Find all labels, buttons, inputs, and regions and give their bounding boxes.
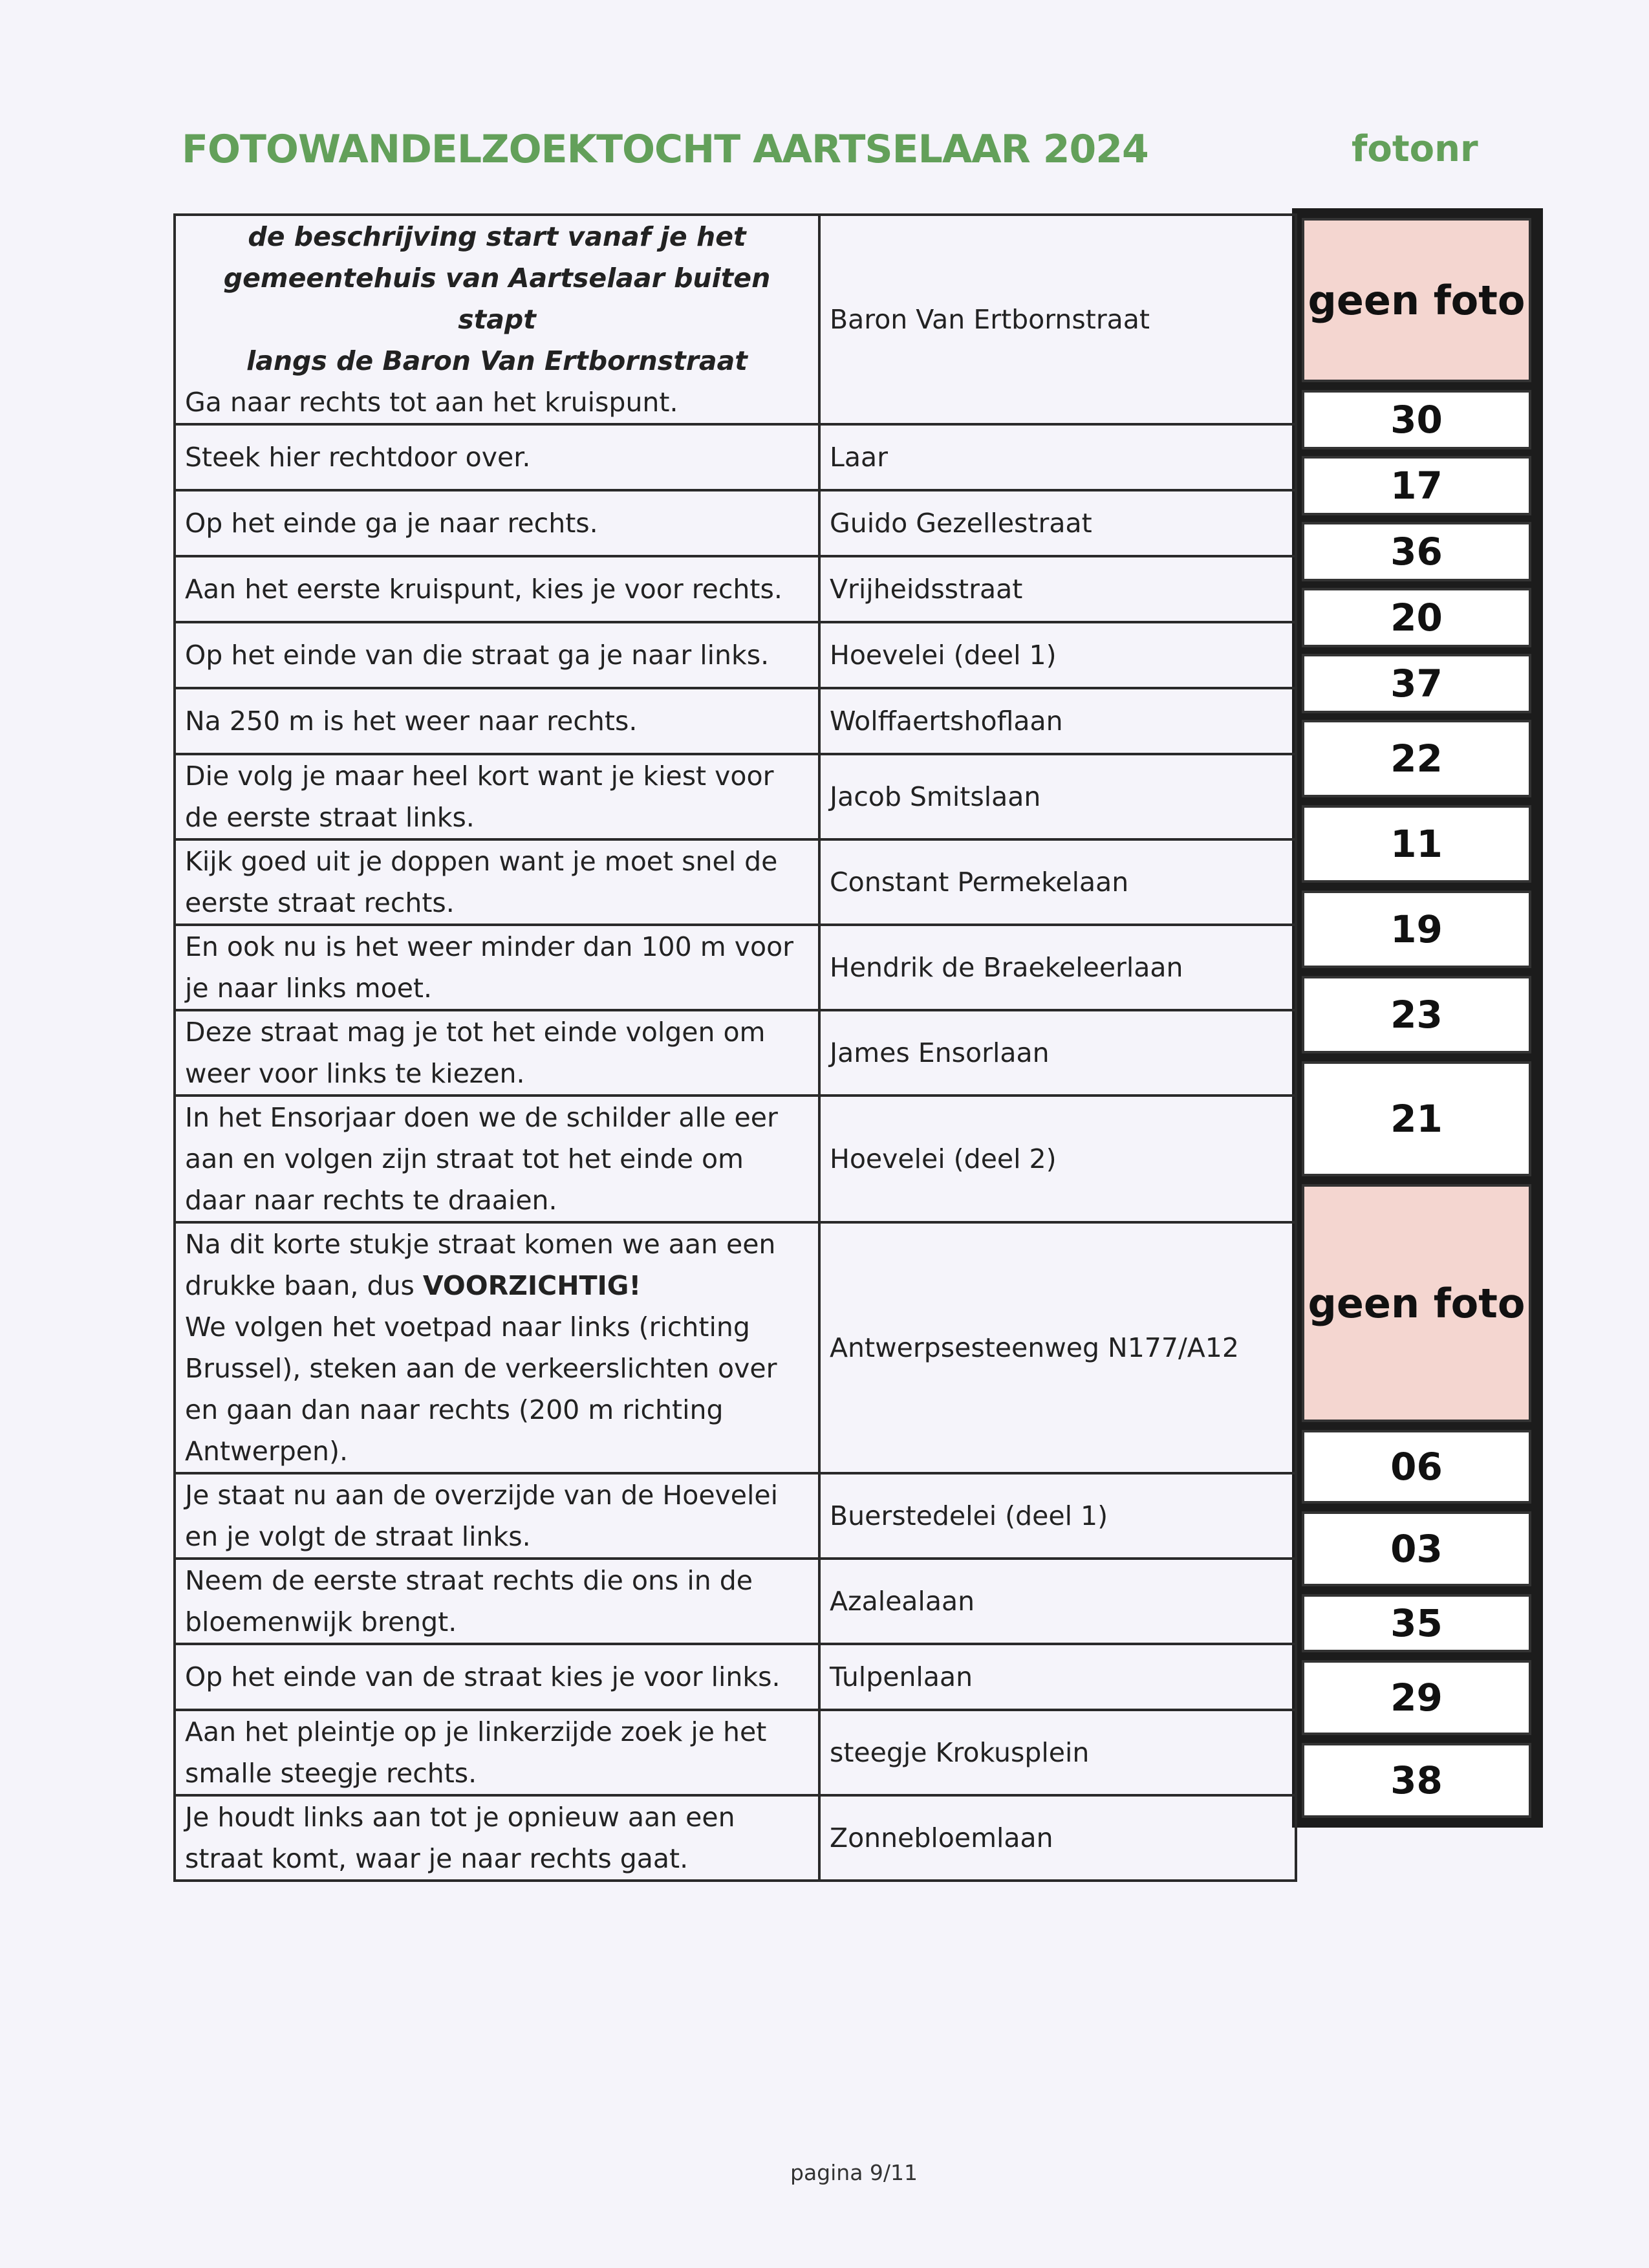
row-description: Neem de eerste straat rechts die ons in de bloemenwijk brengt. xyxy=(175,1559,819,1644)
row-description: Je staat nu aan de overzijde van de Hoevelei en je volgt de straat links. xyxy=(175,1473,819,1559)
street-name: Baron Van Ertbornstraat xyxy=(819,215,1296,424)
row-description: En ook nu is het weer minder dan 100 m voor je naar links moet. xyxy=(175,925,819,1010)
table-row xyxy=(175,925,1296,1010)
warning-text: VOORZICHTIG! xyxy=(422,1270,641,1301)
street-name: Tulpenlaan xyxy=(819,1644,1296,1710)
street-name: steegje Krokusplein xyxy=(819,1710,1296,1795)
foto-number-box: 03 xyxy=(1302,1511,1531,1586)
foto-number-box: 30 xyxy=(1302,390,1531,449)
table-row xyxy=(175,1710,1296,1795)
table-row xyxy=(175,1473,1296,1559)
route-table xyxy=(173,213,1297,1882)
table-row xyxy=(175,1222,1296,1473)
foto-number-box: 36 xyxy=(1302,522,1531,581)
special-text: Na dit korte stukje straat komen we aan een drukke baan, dus xyxy=(185,1229,776,1301)
row-description: Na 250 m is het weer naar rechts. xyxy=(175,688,819,754)
intro-description xyxy=(175,215,819,424)
street-name: James Ensorlaan xyxy=(819,1010,1296,1096)
street-name: Antwerpsesteenweg N177/A12 xyxy=(819,1222,1296,1473)
intro-line: de beschrijving start vanaf je het xyxy=(248,221,746,252)
row-description: Op het einde van de straat kies je voor links. xyxy=(175,1644,819,1710)
foto-number-box: 21 xyxy=(1302,1061,1531,1176)
foto-number-box: 23 xyxy=(1302,976,1531,1053)
page-title: FOTOWANDELZOEKTOCHT AARTSELAAR 2024 xyxy=(182,127,1148,172)
table-row xyxy=(175,839,1296,925)
street-name: Hendrik de Braekeleerlaan xyxy=(819,925,1296,1010)
table-row xyxy=(175,215,1296,424)
row-description: Aan het pleintje op je linkerzijde zoek je het smalle steegje rechts. xyxy=(175,1710,819,1795)
row-description: Steek hier rechtdoor over. xyxy=(175,424,819,490)
table-row xyxy=(175,622,1296,688)
row-description: Deze straat mag je tot het einde volgen om weer voor links te kiezen. xyxy=(175,1010,819,1096)
row-description: Op het einde ga je naar rechts. xyxy=(175,490,819,556)
row-description: Die volg je maar heel kort want je kiest voor de eerste straat links. xyxy=(175,754,819,839)
row-description: In het Ensorjaar doen we de schilder alle eer aan en volgen zijn straat tot het einde om daar naar rechts te draaien. xyxy=(175,1096,819,1222)
table-row xyxy=(175,1010,1296,1096)
table-row xyxy=(175,556,1296,622)
table-row xyxy=(175,424,1296,490)
special-description xyxy=(175,1222,819,1473)
special-text: We volgen het voetpad naar links (richting Brussel), steken aan de verkeerslichten over en gaan dan naar rechts (200 m richting Antwerpen). xyxy=(185,1312,777,1467)
foto-number-box: 20 xyxy=(1302,588,1531,647)
table-row xyxy=(175,1096,1296,1222)
street-name: Zonnebloemlaan xyxy=(819,1795,1296,1881)
street-name: Constant Permekelaan xyxy=(819,839,1296,925)
street-name: Guido Gezellestraat xyxy=(819,490,1296,556)
foto-number-box: geen foto xyxy=(1302,218,1531,382)
table-row xyxy=(175,688,1296,754)
street-name: Hoevelei (deel 1) xyxy=(819,622,1296,688)
foto-number-box: 38 xyxy=(1302,1743,1531,1818)
foto-number-box: 11 xyxy=(1302,805,1531,883)
street-name: Jacob Smitslaan xyxy=(819,754,1296,839)
foto-number-box: 29 xyxy=(1302,1660,1531,1735)
street-name: Buerstedelei (deel 1) xyxy=(819,1473,1296,1559)
row-description: Op het einde van die straat ga je naar links. xyxy=(175,622,819,688)
street-name: Vrijheidsstraat xyxy=(819,556,1296,622)
foto-number-box: geen foto xyxy=(1302,1184,1531,1422)
intro-line: langs de Baron Van Ertbornstraat xyxy=(246,345,748,376)
table-row xyxy=(175,1559,1296,1644)
intro-line: gemeentehuis van Aartselaar buiten stapt xyxy=(223,263,771,335)
foto-number-box: 35 xyxy=(1302,1594,1531,1652)
street-name: Azalealaan xyxy=(819,1559,1296,1644)
foto-number-box: 22 xyxy=(1302,720,1531,797)
intro-line: Ga naar rechts tot aan het kruispunt. xyxy=(185,387,678,418)
table-row xyxy=(175,1795,1296,1881)
street-name: Hoevelei (deel 2) xyxy=(819,1096,1296,1222)
foto-number-box: 17 xyxy=(1302,456,1531,515)
foto-number-box: 19 xyxy=(1302,891,1531,968)
table-row xyxy=(175,754,1296,839)
table-row xyxy=(175,1644,1296,1710)
row-description: Kijk goed uit je doppen want je moet snel de eerste straat rechts. xyxy=(175,839,819,925)
table-row xyxy=(175,490,1296,556)
row-description: Je houdt links aan tot je opnieuw aan een straat komt, waar je naar rechts gaat. xyxy=(175,1795,819,1881)
fotonr-header: fotonr xyxy=(1352,128,1478,170)
foto-number-box: 37 xyxy=(1302,654,1531,713)
foto-number-box: 06 xyxy=(1302,1430,1531,1504)
row-description: Aan het eerste kruispunt, kies je voor rechts. xyxy=(175,556,819,622)
page-number: pagina 9/11 xyxy=(790,2160,918,2185)
street-name: Laar xyxy=(819,424,1296,490)
street-name: Wolffaertshoflaan xyxy=(819,688,1296,754)
